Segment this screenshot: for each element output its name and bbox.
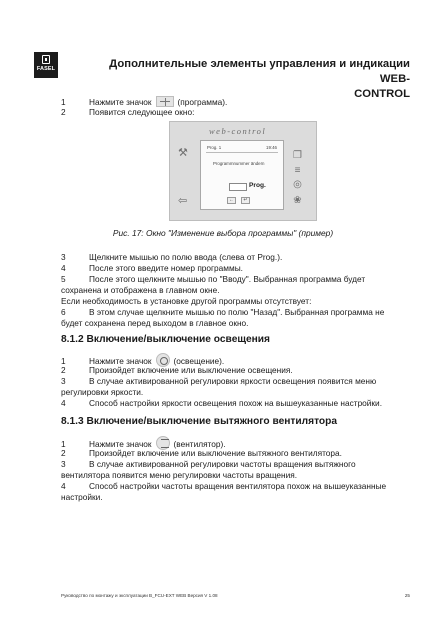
step-number: 3: [61, 459, 66, 469]
step-number: 1: [61, 439, 66, 449]
step-number: 2: [61, 107, 66, 117]
wrench-icon: ⚒: [178, 147, 188, 159]
section-title-light: 8.1.2 Включение/выключение освещения: [61, 334, 270, 345]
fan-step-4: [61, 481, 410, 492]
step-number: 5: [61, 274, 66, 284]
light-step-2: [61, 365, 410, 376]
step-text: В случае активированной регулировки частоты вращения вытяжного: [89, 459, 356, 469]
step-number: 3: [61, 376, 66, 386]
back-arrow-icon: ⇦: [178, 195, 188, 207]
step-number: 6: [61, 307, 66, 317]
light-step-3-cont: [61, 387, 410, 398]
step-number: 1: [61, 356, 66, 366]
step-text: Способ настройки частоты вращения вентилятора похож на вышеуказанные: [89, 481, 387, 491]
step-text: вентилятора появится меню регулировки частоты вращения.: [61, 470, 298, 480]
step-text: будет сохранена перед выходом в главное окно.: [61, 318, 249, 328]
page-number: 25: [404, 593, 410, 598]
light-step-3: [61, 376, 410, 387]
step-text: (освещение).: [173, 356, 225, 366]
note-text: Если необходимость в установке другой программы отсутствует:: [61, 296, 312, 306]
panel-screen: [200, 140, 284, 210]
screen-time: 19:46: [266, 145, 277, 150]
step-text: Появится следующее окно:: [89, 107, 195, 117]
step-text: После этого щелкните мышью по "Вводу". Выбранная программа будет: [89, 274, 366, 284]
logo-mark-icon: [42, 55, 50, 64]
fan-step-3-cont: [61, 470, 410, 481]
fan-step-4-cont: [61, 492, 410, 503]
section-title-fan: 8.1.3 Включение/выключение вытяжного вентилятора: [61, 416, 338, 427]
screen-prog-label: Prog.: [249, 182, 266, 189]
step-number: 2: [61, 365, 66, 375]
panel-brand: web-control: [209, 126, 267, 136]
step-text: Нажмите значок: [89, 356, 152, 366]
step-number: 1: [61, 97, 66, 107]
fan-icon[interactable]: ❀: [293, 195, 302, 206]
step-text: Щелкните мышью по полю ввода (слева от Prog.).: [89, 252, 283, 262]
step-5: [61, 274, 410, 285]
enter-button[interactable]: ↵: [241, 197, 250, 204]
back-button[interactable]: ←: [229, 197, 234, 203]
light-icon[interactable]: ◎: [293, 179, 302, 190]
footer-text: Руководство по монтажу и эксплуатации B_FCU-EXT WEB Версия V 1.08: [61, 593, 218, 598]
step-number: 4: [61, 398, 66, 408]
step-text: Нажмите значок: [89, 439, 152, 449]
step-text: Способ настройки яркости освещения похож на вышеуказанные настройки.: [89, 398, 382, 408]
step-number: 3: [61, 252, 66, 262]
note-line: [61, 296, 410, 307]
step-3: [61, 252, 410, 263]
screen-divider: [206, 152, 278, 153]
step-text: Нажмите значок: [89, 97, 152, 107]
program-number-input[interactable]: [229, 183, 247, 191]
page-title-line1: Дополнительные элементы управления и индикации WEB-: [109, 58, 410, 85]
step-text: регулировки яркости.: [61, 387, 144, 397]
step-text: В случае активированной регулировки яркости освещения появится меню: [89, 376, 377, 386]
light-step-4: [61, 398, 410, 409]
step-2: [61, 107, 410, 118]
step-6-cont: [61, 318, 410, 329]
step-text: настройки.: [61, 492, 103, 502]
logo-text: FASEL: [36, 66, 56, 72]
step-text: (вентилятор).: [173, 439, 226, 449]
step-number: 4: [61, 263, 66, 273]
step-text: Произойдет включение или выключение вытяжного вентилятора.: [89, 448, 342, 458]
program-icon[interactable]: ≡: [294, 165, 301, 176]
screen-program: Prog. 1: [207, 145, 222, 150]
figure-caption: Рис. 17: Окно "Изменение выбора программы" (пример): [112, 228, 334, 238]
step-6: [61, 307, 410, 318]
step-text: В этом случае щелкните мышью по полю "Назад". Выбранная программа не: [89, 307, 385, 317]
step-text: сохранена и отображена в главном окне.: [61, 285, 220, 295]
step-number: 2: [61, 448, 66, 458]
fan-step-3: [61, 459, 410, 470]
page-title-line2: CONTROL: [354, 88, 410, 100]
step-text: (программа).: [177, 97, 228, 107]
step-text: Произойдет включение или выключение освещения.: [89, 365, 293, 375]
step-text: После этого введите номер программы.: [89, 263, 243, 273]
step-5-cont: [61, 285, 410, 296]
fasel-logo: [34, 52, 58, 78]
web-control-panel-figure: [169, 121, 317, 221]
program-icon: [156, 96, 174, 107]
step-4: [61, 263, 410, 274]
step-number: 4: [61, 481, 66, 491]
screen-label: Programmnummer ändern: [213, 161, 265, 166]
step-1: [61, 96, 410, 108]
window-icon[interactable]: ❐: [293, 150, 302, 161]
fan-step-2: [61, 448, 410, 459]
